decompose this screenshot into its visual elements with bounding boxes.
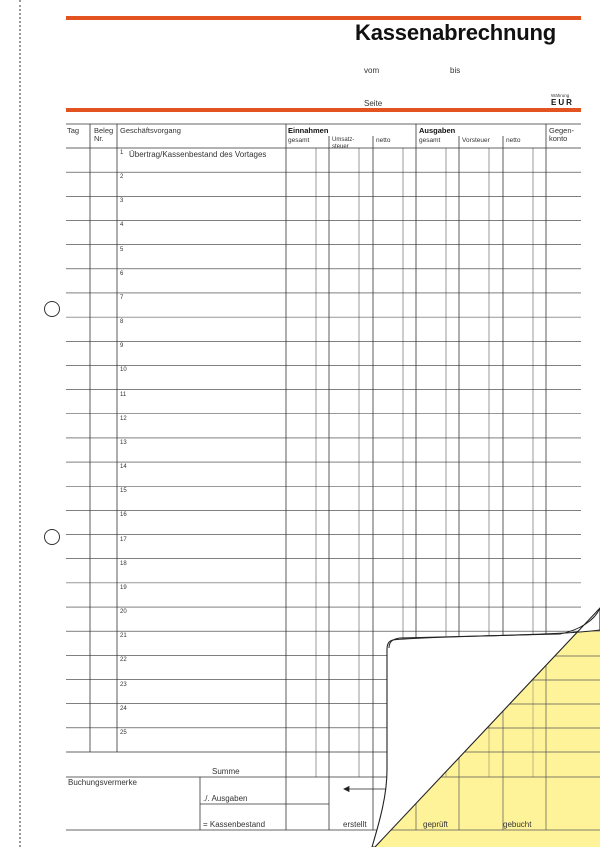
- row-number: 3: [120, 198, 124, 205]
- seite-label: Seite: [364, 99, 383, 108]
- row-number: 25: [120, 729, 127, 736]
- erstellt-label: erstellt: [343, 820, 367, 829]
- row-number: 18: [120, 560, 127, 567]
- form-title: Kassenabrechnung: [355, 20, 556, 45]
- row-number: 23: [120, 681, 127, 688]
- gebucht-label: gebucht: [503, 820, 532, 829]
- col-ausgaben: Ausgaben: [419, 126, 456, 135]
- row-number: 19: [120, 584, 127, 591]
- row-number: 22: [120, 657, 127, 664]
- row-number: 6: [120, 270, 124, 277]
- row-number: 12: [120, 415, 127, 422]
- col-ein-gesamt: gesamt: [288, 137, 310, 144]
- col-einnahmen: Einnahmen: [288, 126, 329, 135]
- row-number: 8: [120, 319, 124, 326]
- col-ein-netto: netto: [376, 137, 391, 144]
- col-aus-vorsteuer: Vorsteuer: [462, 137, 490, 144]
- col-tag: Tag: [67, 126, 80, 135]
- col-beleg: Beleg: [94, 126, 114, 135]
- row1-text: Übertrag/Kassenbestand des Vortages: [129, 150, 267, 159]
- col-ein-ust: Umsatz- steuer: [332, 137, 355, 150]
- bis-label: bis: [450, 66, 461, 75]
- row-number: 1: [120, 150, 124, 156]
- row-number: 9: [120, 343, 124, 350]
- row-number: 24: [120, 705, 127, 712]
- summe-label: Summe: [212, 767, 240, 776]
- row-number: 2: [120, 174, 124, 181]
- waehrung-value: EUR: [551, 98, 574, 107]
- col-vorgang: Geschäftsvorgang: [120, 126, 181, 135]
- row-number: 5: [120, 246, 124, 253]
- col-beleg-nr: Nr.: [94, 134, 104, 143]
- row-number: 14: [120, 464, 127, 471]
- row-number: 7: [120, 294, 124, 301]
- col-aus-netto: netto: [506, 137, 521, 144]
- kassenbestand-label: = Kassenbestand: [203, 820, 266, 829]
- waehrung-label: Währung: [551, 93, 570, 98]
- ausgaben-label: ./. Ausgaben: [203, 794, 248, 803]
- row-number: 10: [120, 367, 127, 374]
- buchungsvermerke-label: Buchungsvermerke: [68, 778, 137, 787]
- row-number: 15: [120, 488, 127, 495]
- row-number: 21: [120, 633, 127, 640]
- col-aus-gesamt: gesamt: [419, 137, 441, 144]
- row-number: 20: [120, 609, 127, 616]
- row-number: 16: [120, 512, 127, 519]
- row-number: 11: [120, 391, 127, 398]
- geprueft-label: geprüft: [423, 820, 448, 829]
- row-number: 13: [120, 439, 127, 446]
- row-number: 17: [120, 536, 127, 543]
- row-number: 4: [120, 222, 124, 229]
- vom-label: vom: [364, 66, 380, 75]
- col-gegenkonto: Gegen- konto: [549, 126, 575, 143]
